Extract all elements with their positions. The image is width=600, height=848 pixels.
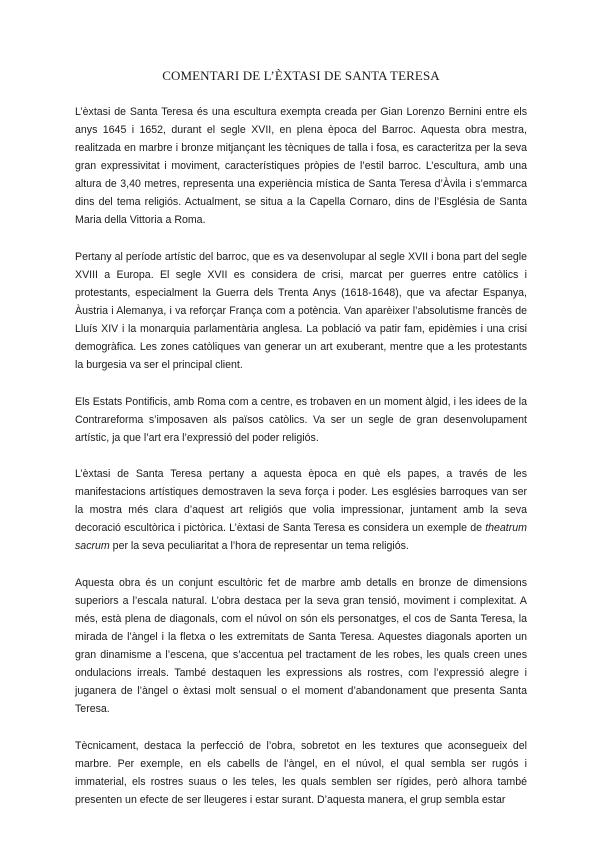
italic-term: theatrum sacrum xyxy=(75,522,527,553)
paragraph-historical-context: Pertany al període artístic del barroc, que es va desenvolupar al segle XVII i bona part del segle XVIII a Europa. El segle XVII es considera de crisi, marcat per guerres entre catòlics i protestants, especialment la Guerra dels Trenta Anys (1618-1648), que va afectar Espanya, Àustria i Alemanya, i va reforçar França com a potència. Van aparèixer l’absolutisme francès de Lluís XIV i la monarquia parlamentària anglesa. La població va patir fam, epidèmies i una crisi demogràfica. Les zones catòliques van generar un art exuberant, mentre que a les protestants la burgesia va ser el principal client. xyxy=(75,250,527,372)
paragraph-intro: L’èxtasi de Santa Teresa és una escultura exempta creada per Gian Lorenzo Bernini entre els anys 1645 i 1652, durant el segle XVII, en plena època del Barroc. Aquesta obra mestra, realitzada en marbre i bronze mitjançant les tècniques de talla i fosa, es caracteritza per la seva gran expressivitat i moviment, característiques pròpies de l’estil barroc. L’escultura, amb una altura de 3,40 metres, representa una experiència mística de Santa Teresa d’Àvila i s’emmarca dins del tema religiós. Actualment, se situa a la Capella Cornaro, dins de l’Església de Santa Maria della Vittoria a Roma. xyxy=(75,106,527,227)
paragraph-papal-states: Els Estats Pontificis, amb Roma com a centre, es trobaven en un moment àlgid, i les idees de la Contrareforma s’imposaven als països catòlics. Va ser un segle de gran desenvolupament artístic, ja que l’art era l’expressió del poder religiós. xyxy=(75,395,527,444)
paragraph-theatrum-sacrum xyxy=(75,465,527,555)
paragraph-technique: Tècnicament, destaca la perfecció de l’obra, sobretot en les textures que aconsegueix del marbre. Per exemple, en els cabells de l’àngel, en el núvol, el qual sembla ser rugós i immaterial, els rostres suaus o les teles, les quals semblen ser rígides, però alhora també presenten un efecte de ser lleugeres i estar surant. D’aquesta manera, el grup sembla estar xyxy=(75,739,527,807)
paragraph-text-before: L’èxtasi de Santa Teresa pertany a aquesta època en què els papes, a través de les manifestacions artístiques demostraven la seva força i poder. Les esglésies barroques van ser la mostra més clara d’aquest art religiós que volia impressionar, juntament amb la seva decoració escultòrica i pictòrica. L’èxtasi de Santa Teresa es considera un exemple de xyxy=(75,468,527,535)
paragraph-text-after: per la seva peculiaritat a l’hora de representar un tema religiós. xyxy=(109,540,409,553)
document-page xyxy=(75,68,527,828)
paragraph-formal-analysis: Aquesta obra és un conjunt escultòric fet de marbre amb detalls en bronze de dimensions superiors a l’escala natural. L’obra destaca per la seva gran tensió, moviment i complexitat. A més, està plena de diagonals, com el núvol on són els personatges, el cos de Santa Teresa, la mirada de l’àngel i la fletxa o les extremitats de Santa Teresa. Aquestes diagonals aporten un gran dinamisme a l’escena, que s’accentua pel tractament de les robes, les quals creen unes ondulacions irreals. També destaquen les expressions als rostres, com l’expressió alegre i juganera de l’àngel o èxtasi molt sensual o el moment d’abandonament que presenta Santa Teresa. xyxy=(75,577,527,716)
document-title: COMENTARI DE L’ÈXTASI DE SANTA TERESA xyxy=(162,68,440,83)
